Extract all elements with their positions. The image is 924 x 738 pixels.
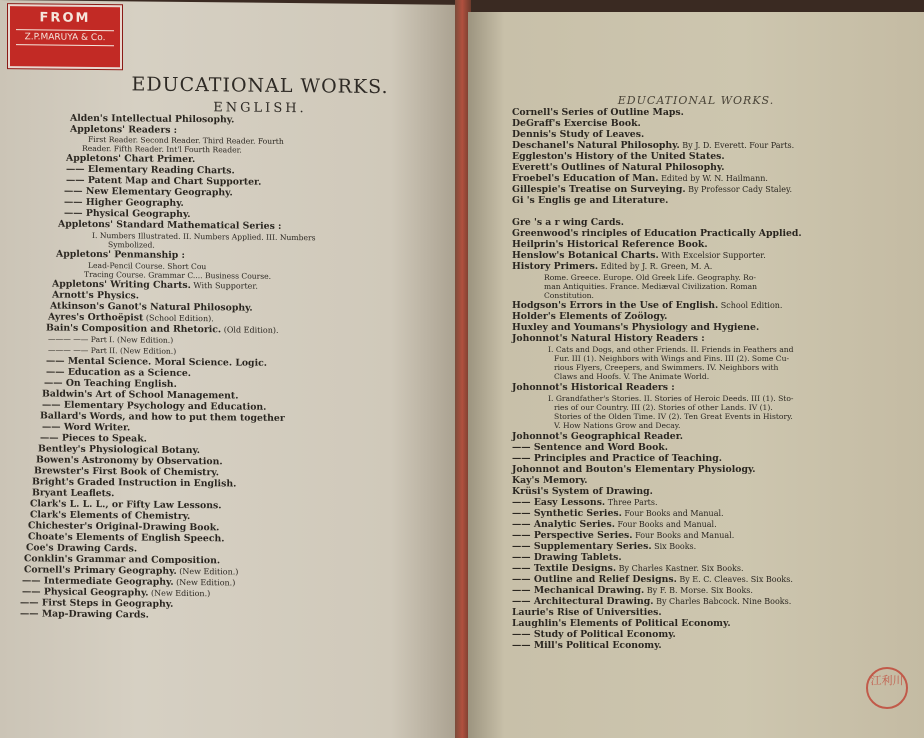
entry-title: Johonnot's Geographical Reader. [512,431,683,442]
right-catalog-entry [512,443,668,454]
entry-title: I. Grandfather's Stories. II. Stories of Heroic Deeds. III (1). Sto- [548,394,794,403]
entry-detail: (New Edition.) [148,588,211,599]
entry-title: man Antiquities. France. Mediæval Civilization. Roman [544,282,758,291]
right-catalog-entry [512,218,624,229]
entry-title: Cornell's Series of Outline Maps. [512,107,684,118]
entry-title: —— Supplementary Series. [512,541,652,552]
right-catalog-entry [554,372,709,383]
entry-detail: (New Edition.) [173,577,236,588]
right-catalog-entry [512,130,644,141]
right-catalog-entry [512,163,724,174]
right-catalog-entry [512,608,662,619]
entry-title: —— Sentence and Word Book. [512,442,668,453]
right-page [468,12,924,738]
entry-title: —— Patent Map and Chart Supporter. [66,174,262,188]
right-catalog-entry [512,531,734,542]
entry-title: Huxley and Youmans's Physiology and Hygiene. [512,322,760,333]
entry-title: —— First Steps in Geography. [20,597,174,610]
entry-title: Cornell's Primary Geography. [24,564,177,577]
stamp-line-3 [10,48,120,49]
entry-title: —— Elementary Reading Charts. [66,163,235,177]
stamp-line-1: FROM [39,10,91,26]
entry-title: —— Architectural Drawing. [512,596,654,607]
entry-detail: By E. C. Cleaves. Six Books. [676,575,793,584]
right-catalog-entry [512,476,588,487]
entry-title: Constitution. [544,291,594,300]
right-catalog-entry [512,108,684,119]
entry-title: Clark's Elements of Chemistry. [30,509,191,522]
entry-title: Claws and Hoofs. V. The Animate World. [554,372,710,381]
entry-title: I. Cats and Dogs, and other Friends. II. Friends in Feathers and [548,345,794,354]
entry-detail: By J. D. Everett. Four Parts. [679,141,795,150]
right-catalog-entry [512,196,668,207]
right-catalog-entry [512,487,653,498]
entry-detail: Edited by W. N. Hailmann. [658,174,768,183]
entry-title: Brewster's First Book of Chemistry. [34,465,219,479]
entry-title: —— Mill's Political Economy. [512,640,662,651]
entry-title: —— Synthetic Series. [512,508,622,519]
entry-title: —— Principles and Practice of Teaching. [512,453,723,464]
right-catalog-entry [512,553,622,564]
entry-title: Everett's Outlines of Natural Philosophy. [512,162,725,173]
right-catalog-entry [512,564,744,575]
entry-title: Gre 's a r wing Cards. [512,217,625,228]
right-catalog-entry [512,301,782,312]
right-catalog-entry [512,185,792,196]
entry-title: —— Analytic Series. [512,519,615,530]
entry-title: Choate's Elements of English Speech. [28,531,225,545]
entry-title: Symbolized. [108,240,155,250]
stamp-line-2: Z.P.MARUYA & Co. [16,29,114,46]
right-catalog-entry [512,586,753,597]
right-catalog-entry [512,575,793,586]
entry-title: Johonnot's Historical Readers : [512,382,675,393]
right-catalog-entry [512,432,683,443]
entry-detail: By F. B. Morse. Six Books. [644,586,753,595]
entry-detail: Four Books and Manual. [614,520,717,529]
entry-detail: With Supporter. [190,280,258,291]
entry-detail: (New Edition.) [176,566,239,577]
entry-title: ——— —— Part I. (New Edition.) [48,334,174,345]
entry-title: Krüsi's System of Drawing. [512,486,653,497]
entry-title: ——— —— Part II. (New Edition.) [48,345,177,356]
right-catalog-entry [512,498,658,509]
left-catalog-entry [56,250,185,262]
entry-title: Atkinson's Ganot's Natural Philosophy. [50,300,253,314]
right-catalog-entry [554,421,680,432]
left-page [0,0,460,738]
entry-title: —— Perspective Series. [512,530,633,541]
entry-title: Tracing Course. Grammar C.... Business Course. [84,269,272,281]
left-catalog-entry [20,609,149,621]
entry-title: Heilprin's Historical Reference Book. [512,239,708,250]
entry-title: —— Study of Political Economy. [512,629,676,640]
entry-title: Laurie's Rise of Universities. [512,607,662,618]
entry-title: Coe's Drawing Cards. [26,542,138,555]
entry-title: Appletons' Standard Mathematical Series : [58,218,282,232]
entry-detail: Four Books and Manual. [632,531,735,540]
entry-title: Conklin's Grammar and Composition. [24,553,221,567]
entry-title: —— Word Writer. [42,421,131,434]
entry-title: Gi 's Englis ge and Literature. [512,195,669,206]
entry-title: Johonnot's Natural History Readers : [512,333,705,344]
entry-title: Bowen's Astronomy by Observation. [36,454,223,468]
entry-detail: Six Books. [651,542,697,551]
entry-title: Gillespie's Treatise on Surveying. [512,184,686,195]
right-catalog-entry [512,152,725,163]
entry-title: —— Textile Designs. [512,563,617,574]
right-catalog-entry [512,520,717,531]
entry-title: —— New Elementary Geography. [64,185,233,199]
right-catalog-entry [512,251,766,262]
entry-title: —— Higher Geography. [64,196,184,209]
entry-title: Bentley's Physiological Botany. [38,443,201,457]
entry-title: Appletons' Writing Charts. [52,278,191,291]
right-catalog-entry [512,323,759,334]
entry-title: rious Flyers, Creepers, and Swimmers. IV. Neighbors with [554,363,779,372]
entry-title: —— Physical Geography. [22,586,149,599]
entry-detail: By Professor Cady Staley. [685,185,792,194]
entry-title: Henslow's Botanical Charts. [512,250,659,261]
entry-title: —— Education as a Science. [46,366,192,380]
entry-detail: By Charles Kastner. Six Books. [616,564,744,573]
entry-detail: Three Parts. [605,498,658,507]
entry-detail: Edited by J. R. Green, M. A. [598,262,713,271]
entry-title: Lead-Pencil Course. Short Cou [88,260,207,272]
entry-detail: (Old Edition). [221,325,279,335]
left-catalog-entry [48,335,173,347]
right-catalog-entry [512,542,696,553]
bookseller-stamp [8,4,122,69]
entry-detail: (School Edition). [143,313,214,324]
entry-detail: Four Books and Manual. [621,509,724,518]
entry-title: —— Intermediate Geography. [22,575,174,588]
right-catalog-entry [512,630,676,641]
entry-title: —— Drawing Tablets. [512,552,622,563]
left-page-title: EDUCATIONAL WORKS. [131,73,389,99]
entry-title: Hodgson's Errors in the Use of English. [512,300,719,311]
entry-detail: By Charles Babcock. Nine Books. [653,597,792,606]
entry-title: —— Physical Geography. [64,207,191,220]
right-catalog-entry [512,240,708,251]
right-catalog-entry [512,229,802,240]
entry-detail: School Edition. [718,301,783,310]
entry-title: Bryant Leaflets. [32,487,115,500]
entry-title: Chichester's Original-Drawing Book. [28,520,220,534]
entry-title: Dennis's Study of Leaves. [512,129,645,140]
entry-title: Ballard's Words, and how to put them together [40,410,285,424]
entry-title: Ayres's Orthoëpist [48,311,144,324]
entry-title: Laughlin's Elements of Political Economy. [512,618,731,629]
entry-title: Stories of the Olden Time. IV (2). Ten Great Events in History. [554,412,793,421]
right-catalog-entry [512,465,756,476]
entry-title: Deschanel's Natural Philosophy. [512,140,680,151]
entry-title: Alden's Intellectual Philosophy. [70,112,235,126]
right-page-title: EDUCATIONAL WORKS. [617,94,775,107]
seal-text: 江利川 [870,674,904,687]
entry-detail: With Excelsior Supporter. [658,251,766,260]
right-catalog-entry [512,334,705,345]
right-catalog-entry [512,597,791,608]
entry-title: —— Easy Lessons. [512,497,606,508]
entry-title: Kay's Memory. [512,475,588,486]
entry-title: Rome. Greece. Europe. Old Greek Life. Geography. Ro- [544,273,756,282]
right-catalog-entry [512,619,731,630]
ownership-seal [866,667,908,709]
entry-title: First Reader. Second Reader. Third Reader. Fourth [88,134,284,146]
entry-title: —— Pieces to Speak. [40,432,147,445]
entry-title: Appletons' Readers : [70,123,178,136]
entry-title: ries of our Country. III (2). Stories of other Lands. IV (1). [554,403,773,412]
entry-title: Arnott's Physics. [52,289,140,302]
entry-title: —— Mechanical Drawing. [512,585,645,596]
right-catalog-entry [512,262,712,273]
entry-title: Froebel's Education of Man. [512,173,659,184]
entry-title: Baldwin's Art of School Management. [42,388,239,402]
entry-title: Greenwood's rinciples of Education Practically Applied. [512,228,802,239]
entry-title: I. Numbers Illustrated. II. Numbers Applied. III. Numbers [92,230,316,243]
entry-title: History Primers. [512,261,599,272]
entry-title: —— Mental Science. Moral Science. Logic. [46,355,267,369]
entry-title: Holder's Elements of Zoölogy. [512,311,668,322]
entry-title: —— On Teaching English. [44,377,177,390]
right-catalog-entry [512,454,722,465]
entry-title: —— Outline and Relief Designs. [512,574,677,585]
entry-title: DeGraff's Exercise Book. [512,118,641,129]
entry-title: —— Map-Drawing Cards. [20,608,149,621]
entry-title: Eggleston's History of the United States. [512,151,725,162]
right-catalog-entry [512,312,667,323]
entry-title: Fur. III (1). Neighbors with Wings and Fins. III (2). Some Cu- [554,354,790,363]
entry-title: Bain's Composition and Rhetoric. [46,322,222,336]
right-catalog-entry [512,383,675,394]
entry-title: Reader. Fifth Reader. Int'l Fourth Reader. [82,143,242,155]
entry-title: Appletons' Chart Primer. [66,152,196,166]
entry-title: Johonnot and Bouton's Elementary Physiology. [512,464,756,475]
left-page-subtitle: ENGLISH. [213,100,307,117]
entry-title: Clark's L. L. L., or Fifty Law Lessons. [30,498,222,512]
entry-title: —— Elementary Psychology and Education. [42,399,267,413]
right-catalog-entry [512,509,724,520]
right-catalog-entry [512,141,794,152]
entry-title: V. How Nations Grow and Decay. [554,421,681,430]
right-catalog-entry [512,174,768,185]
right-catalog-entry [512,119,641,130]
right-catalog-entry [512,641,662,652]
entry-title: Appletons' Penmanship : [56,248,185,261]
entry-title: Bright's Graded Instruction in English. [32,476,237,490]
